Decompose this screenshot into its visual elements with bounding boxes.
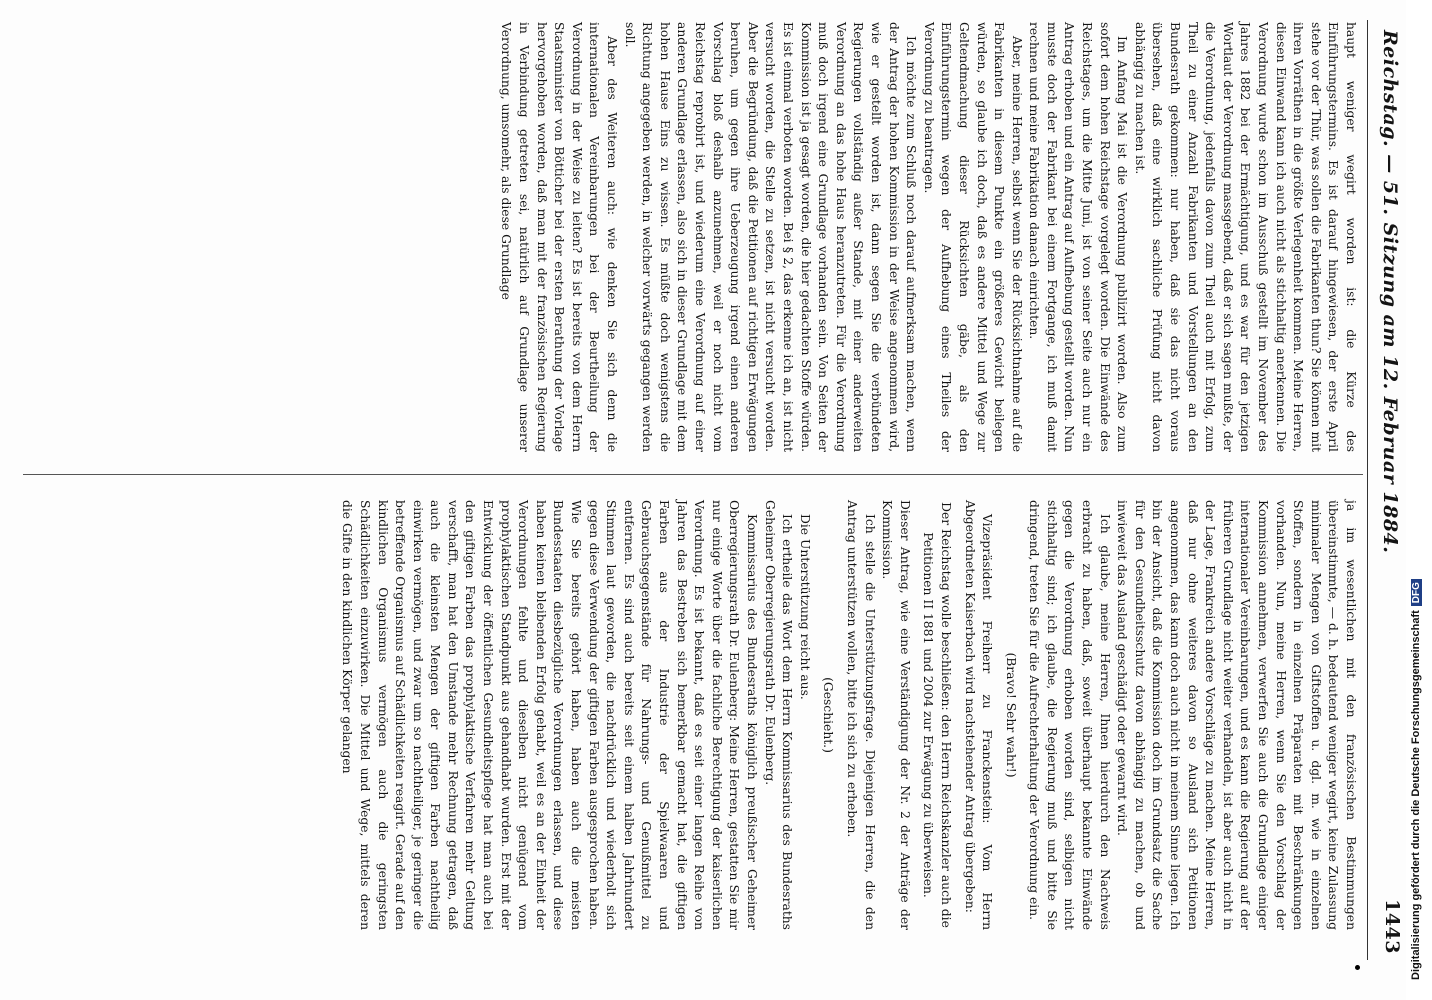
page-number: 1443: [1381, 899, 1403, 954]
paragraph: Aber, meine Herren, selbst wenn Sie der Rücksichtnahme auf die Fabrikanten in diesem Punkte ein größeres Gewicht beilegen würden, so glaube ich doch, daß es andere Mittel und Wege zur Geltendmachung dieser Rücksichten gäbe, als den Einführungstermin wegen der Aufhebung eines Theiles der Verordnung zu beantragen.: [921, 22, 1024, 452]
motion-text: Der Reichstag wolle beschließen: den Herrn Reichskanzler auch die Petitionen II 1881 und 2004 zur Erwägung zu überweisen.: [921, 502, 953, 928]
paragraph: Die Unterstützung reicht aus.: [797, 514, 812, 700]
paragraph: Ich möchte zum Schluß noch darauf aufmerksam machen, wenn der Antrag der hohen Kommission in der Weise angenommen wird, wie er gestellt worden ist, dann segen Sie die verbündeten Regierungen vollständig außer Stande, mit einer anderweiten Verordnung an das hohe Haus heranzutreten. Für die Verordnung muß doch irgend eine Grundlage vorhanden sein. Von Seiten der Kommission ist ja gesagt worden, die hier gedachten Stoffe würden. Es ist einmal verboten worden. Bei § 2, das erkenne ich an, ist nicht versucht worden, die Stelle zu setzen, ist nicht versucht worden. Aber die Begründung, daß die Petitionen auf richtigen Erwägungen beruhen, um gegen ihre Ueberzeugung irgend einen anderen Vorschlag bloß deshalb anzunehmen, weil er noch nicht vom Reichstag reprobirt ist, und wiederum eine Verordnung auf einer anderen Grundlage erlassen, also sich in dieser Grundlage mit dem hohen Hause Eins zu wissen. Es müßte doch wenigstens die Richtung angegeben werden, in welcher vorwärts gegangen werden soll.: [622, 22, 919, 452]
paragraph: Dieser Antrag, wie eine Verständigung der Nr. 2 der Anträge der Kommission.: [880, 500, 912, 930]
dfg-logo: DFG: [1411, 579, 1422, 606]
speaker-paragraph: Kommissarius des Bundesraths königlich preußischer Geheimer Oberregierungsrath Dr. Eulenberg: Meine Herren, gestatten Sie mir nur einige Worte über die fachliche Berechtigung der kaiserlichen Verordnung. Es ist bekannt, daß es seit einer langen Reihe von Jahren das Bestreben sich bemerkbar gemacht hat, die giftigen Farben aus der Industrie der Spielwaaren und Gebrauchsgegenstände für Nahrungs- und Genußmittel zu entfernen. Es sind auch bereits seit einem halben Jahrhundert Stimmen laut geworden, die nachdrücklich und wiederholt sich gegen diese Verwendung der giftigen Farben ausgesprochen haben. Wie Sie bereits gehört haben, haben auch die meisten Bundesstaaten diesbezügliche Verordnungen erlassen, und diese haben keinen bleibenden Erfolg gehabt, weil es an der Einheit der Verordnungen fehlte und dieselben nicht genügend vom prophylaktischen Standpunkt aus gehandhabt wurden. Erst mit der Entwicklung der öffentlichen Gesundheitspflege hat man auch bei den giftigen Farben das prophylaktische Verfahren mehr Geltung verschafft, man hat den Umstande mehr Rechnung getragen, daß auch die kleinsten Mengen der giftigen Farben nachtheilig einwirken vermögen, und zwar um so nachtheiliger, je geringer die betreffende Organismus auf Schädlichkeiten reagirt. Gerade auf den kindlichen Organismus vermögen auch die geringsten Schädlichkeiten einzuwirken. Die Mittel und Wege, mittels deren die Gifte in den kindlichen Körper gelangen: [340, 500, 759, 930]
speaker-paragraph: Vizepräsident Freiherr zu Franckenstein: Vom Herrn Abgeordneten Kaiserbach wird nachstehender Antrag übergeben:: [962, 500, 995, 930]
digitization-credit: [1410, 579, 1422, 980]
paragraph: Im Anfang Mai ist die Verordnung publizirt worden. Also zum sofort dem hohen Reichstage vorgelegt worden. Die Einwände des Reichstages, um die Mitte Juni, ist von seiner Seite auch nur ein Antrag erhoben und ein Antrag auf Aufhebung gestellt worden. Nun musste doch der Fabrikant bei einem Fortgange, ich muß damit rechnen und meine Fabrikation danach einrichten.: [1027, 22, 1130, 452]
paragraph: Ich glaube, meine Herren, Ihnen hierdurch den Nachweis erbracht zu haben, daß, soweit überhaupt bekannte Einwände gegen die Verordnung erhoben worden sind, selbigen nicht stichhaltig sind; ich glaube, die Regierung muß und bitte Sie dringend, treten Sie für die Aufrechterhaltung der Verordnung ein.: [1027, 500, 1112, 930]
column-divider: [23, 474, 1363, 475]
text-column-right: [338, 500, 1359, 930]
paragraph: ja im wesentlichen mit den französischen Bestimmungen übereinstimmte, — d. h. bedeutend weniger wegirt, keine Zulassung minimaler Mengen von Giftstoffen u. dgl. m. wie in einzelnen Stoffen, sondern in einzelnen Präparaten mit Beschränkungen vorhanden. Nun, meine Herren, wenn Sie den Vorschlag der Kommission annehmen, verwerfen Sie auch die Grundlage einiger internationaler Vereinbarungen, und es kann die Regierung auf der früheren Grundlage nicht weiter verhandeln, ist aber auch nicht in der Lage, Frankreich andere Vorschläge zu machen. Meine Herren, daß nur ohne weiteres davon so Ausland sich Petitionen angenommen, das kann doch auch nicht in meinem Sinne liegen. Ich bin der Ansicht, daß die Kommission doch im Grundsatz die Sache für den Gesundheitsschutz davon abhängig zu machen, ob und inwieweit das Ausland geschädigt oder gewarnt wird.: [1115, 500, 1358, 930]
page-header: [1367, 20, 1407, 960]
digitization-sidebar: [1406, 0, 1432, 1000]
rotated-document-page: [15, 0, 1415, 975]
paragraph: haupt weniger wegirt worden ist: die Kürze des Einführungstermins. Es ist darauf hingewiesen, der erste April stehe vor der Thür, was sollen die Fabrikanten thun? Sie können mit ihren Vorräthen in die größte Verlegenheit kommen. Meine Herren, diesen Einwand kann ich auch nicht als stichhaltig anerkennen. Die Verordnung wurde schon im Ausschuß gestellt im November des Jahres 1882 bei der Ermächtigung, und es war für den jetzigen Wortlaut der Verordnung massgebend, daß er sich sagen mußte, der die Verordnung, jedenfalls davon zum Theil auch mit Erfolg, zum Theil zu einer Anzahl Fabrikanten und Vorstellungen an den Bundesrath gekommen: nur haben, daß sie das nicht voraus übersehen, daß eine wirklich sachliche Prüfung nicht davon abhängig zu machen ist.: [1132, 22, 1358, 452]
paragraph: Ich stelle die Unterstützungsfrage. Diejenigen Herren, die den Antrag unterstützen wollen, bitte ich sich zu erheben.: [844, 500, 877, 930]
header-rule: [1367, 20, 1368, 960]
text-column-left: [497, 22, 1359, 452]
interjection: (Bravo! Sehr wahr!): [1003, 652, 1018, 778]
paragraph: Ich ertheile das Wort dem Herrn Kommissarius des Bundesraths Geheimer Oberregierungsrath Dr. Eulenberg.: [762, 500, 795, 930]
credit-text: Digitalisierung gefördert durch die Deutsche Forschungsgemeinschaft: [1410, 610, 1422, 980]
header-title: Reichstag. — 51. Sitzung am 12. Februar 1884.: [1379, 30, 1401, 554]
paragraph: Aber des Weiteren auch: wie denken Sie sich denn die internationalen Vereinbarungen bei der Beurtheilung der Verordnung in der Weise zu leiten? Es ist bereits von dem Herrn Staatsminister von Bötticher bei der ersten Berathung der Vorlage hervorgehoben worden, daß man mit der französischen Regierung in Verbindung getreten sei, natürlich auf Grundlage unserer Verordnung, umsomehr, als diese Grundlage: [499, 22, 620, 452]
interjection: (Geschieht.): [821, 677, 836, 753]
scan-speck: [1355, 965, 1360, 970]
